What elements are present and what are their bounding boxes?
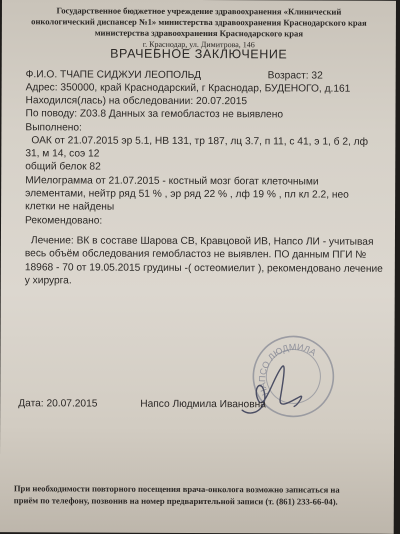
footer-note-line-1: При необходимости повторного посещения врача-онколога возможно записаться на bbox=[13, 483, 340, 495]
patient-name: Ф.И.О. ТЧАПЕ СИДЖУИ ЛЕОПОЛЬД bbox=[25, 69, 202, 82]
exam-date: Находился(лась) на обследовании: 20.07.2015 bbox=[25, 95, 248, 108]
blood-test-line-2: 31, м 14, соэ 12 bbox=[25, 148, 100, 160]
institution-header-line-3: министерства здравоохранения Краснодарского края bbox=[94, 27, 304, 39]
patient-address: Адрес: 350000, край Краснодарский, г Краснодар, БУДЕНОГО, д.161 bbox=[25, 82, 351, 95]
recommendation-line-3: 18968 - 70 от 19.05.2015 грудины -( остеомиелит ), рекомендовано лечение bbox=[24, 262, 383, 275]
recommendation-line-4: у хирурга. bbox=[24, 275, 72, 287]
handwritten-signature bbox=[238, 360, 310, 422]
recommendation-line-1: Лечение: ВК в составе Шарова СВ, Кравцовой ИВ, Напсо ЛИ - учитывая bbox=[30, 235, 374, 248]
document-title: ВРАЧЕБНОЕ ЗАКЛЮЧЕНИЕ bbox=[110, 46, 288, 62]
myelogram-line-3: клетки не найдены bbox=[25, 201, 115, 213]
doctor-name: Напсо Людмила Ивановна bbox=[140, 398, 266, 411]
footer-note-line-2: приём по телефону, позвонив на номер предварительной записи (т. (861) 233-66-04). bbox=[13, 495, 338, 507]
recommendation-line-2: весь объём обследования гемобластоз не выявлен. ПО данным ПГИ № bbox=[24, 248, 367, 261]
protein-line: общий белок 82 bbox=[25, 161, 101, 173]
exam-reason: По поводу: Z03.8 Данных за гемобластоз не выявлено bbox=[25, 108, 284, 121]
institution-header-line-1: Государственное бюджетное учреждение здравоохранения «Клинический bbox=[56, 5, 342, 17]
blood-test-line-1: ОАК от 21.07.2015 эр 5.1, НВ 131, тр 187, лц 3.7, п 11, с 41, э 1, б 2, лф bbox=[31, 135, 369, 148]
recommended-heading: Рекомендовано: bbox=[25, 215, 103, 227]
institution-address: г. Краснодар, ул. Димитрова, 146 bbox=[142, 39, 255, 50]
patient-age: Возраст: 32 bbox=[267, 70, 323, 82]
signature-date: Дата: 20.07.2015 bbox=[18, 398, 98, 410]
done-heading: Выполнено: bbox=[25, 122, 82, 134]
stamp-text: НАПСО ЛЮДМИЛА bbox=[257, 341, 318, 397]
myelogram-line-2: элементами, нейтр ряд 51 % , эр ряд 22 % , лф 19 % , пл кл 2.2, нео bbox=[25, 188, 349, 201]
myelogram-line-1: МИелограмма от 21.07.2015 - костный мозг богат клеточными bbox=[25, 175, 319, 188]
institution-header-line-2: онкологический диспансер №1» министерства здравоохранения Краснодарского края bbox=[31, 16, 367, 28]
